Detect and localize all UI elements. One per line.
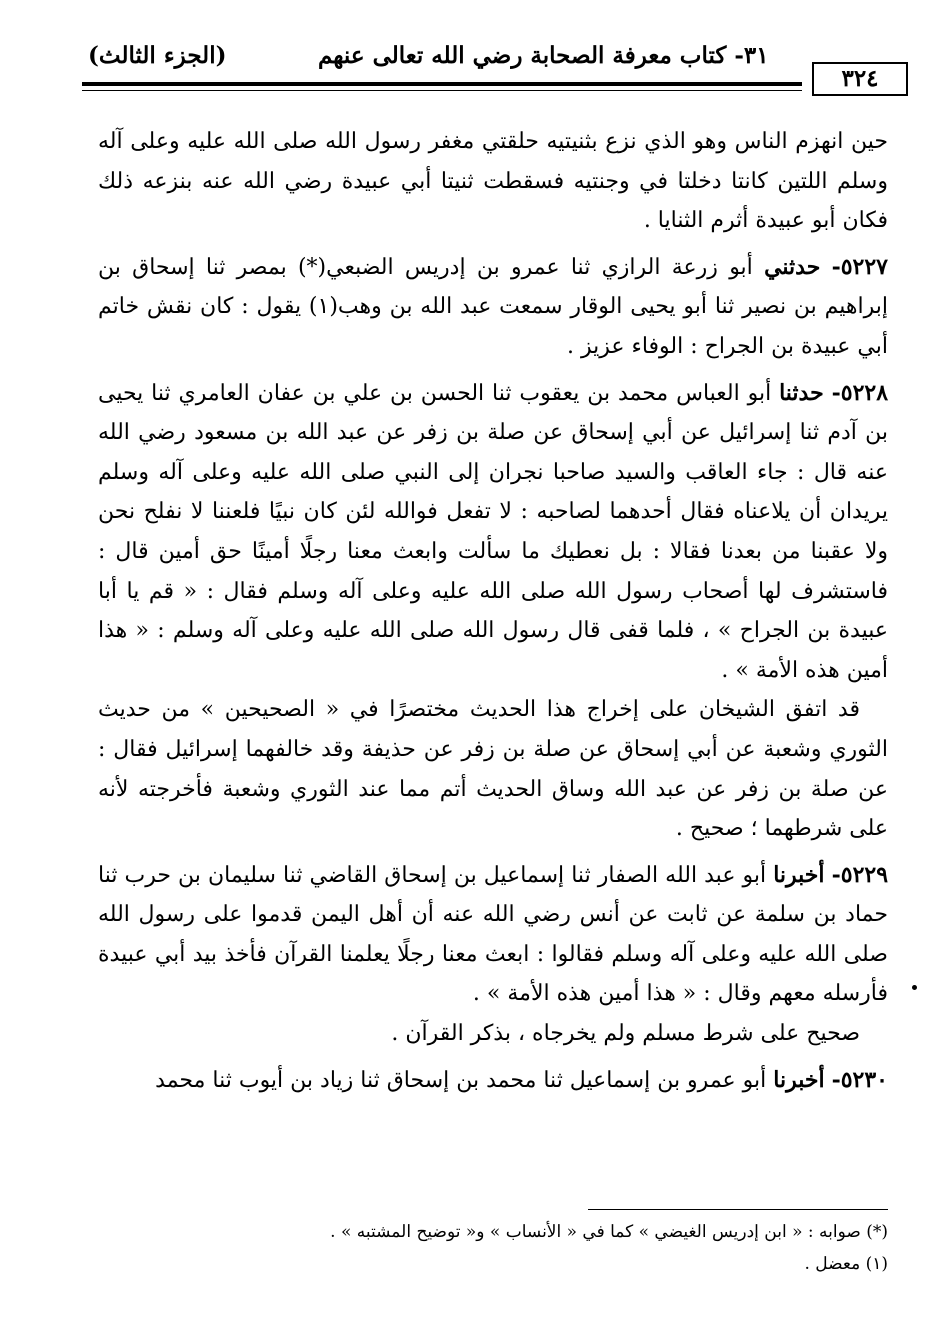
hadith-5227 (98, 248, 888, 367)
hadith-lead-word: حدثنا (779, 379, 824, 406)
footnote-separator (588, 1209, 888, 1210)
hadith-number: ٥٢٣٠- (831, 1066, 888, 1093)
paragraph-text: أبو عبد الله الصفار ثنا إسماعيل بن إسحاق القاضي ثنا سليمان بن حرب ثنا حماد بن سلمة عن ثابت عن أنس رضي الله عنه أن أهل اليمن قدموا على رسول الله صلى الله عليه وعلى آله وسلم فقالوا : ابعث معنا رجلًا يعلمنا القرآن فأخذ بيد أبي عبيدة فأرسله معهم وقال : « هذا أمين هذه الأمة » . (98, 862, 888, 1007)
hadith-number: ٥٢٢٨- (831, 379, 889, 406)
page-number: ٣٢٤ (812, 62, 908, 96)
hadith-5230 (98, 1061, 888, 1101)
header-rule-thin (82, 90, 802, 91)
chapter-title: ٣١- كتاب معرفة الصحابة رضي الله تعالى عنهم (318, 42, 769, 69)
hadith-5228 (98, 374, 888, 691)
paragraph-text: صحيح على شرط مسلم ولم يخرجاه ، بذكر القرآن . (391, 1021, 860, 1047)
hadith-lead-word: أخبرنا (773, 1066, 825, 1093)
hadith-lead-word: حدثني (764, 253, 821, 280)
paragraph-text: أبو عمرو بن إسماعيل ثنا محمد بن إسحاق ثنا زياد بن أيوب ثنا محمد (155, 1067, 767, 1093)
part-label: (الجزء الثالث) (88, 42, 227, 69)
running-header (82, 38, 908, 94)
grading-note (98, 1014, 888, 1054)
hadith-lead-word: أخبرنا (773, 861, 825, 888)
hadith-number: ٥٢٢٩- (831, 861, 889, 888)
paragraph-text: أبو العباس محمد بن يعقوب ثنا الحسن بن علي بن عفان العامري ثنا يحيى بن آدم ثنا إسرائيل عن أبي إسحاق عن صلة بن زفر عن عبد الله بن مسعود رضي الله عنه قال : جاء العاقب والسيد صاحبا نجران إلى النبي صلى الله عليه وعلى آله وسلم يريدان أن يلاعناه فقال أحدهما لصاحبه : لا تفعل فوالله لئن كان نبيًا فلعننا لا نفلح نحن ولا عقبنا من بعدنا فقالا : بل نعطيك ما سألت وابعث معنا رجلًا أمينًا حق أمين قال : فاستشرف لها أصحاب رسول الله صلى الله عليه وعلى آله وسلم فقال : « قم يا أبا عبيدة بن الجراح » ، فلما قفى قال رسول الله صلى الله عليه وعلى آله وسلم : « هذا أمين هذه الأمة » . (98, 380, 888, 683)
commentary-paragraph (98, 690, 888, 848)
paragraph-text: قد اتفق الشيخان على إخراج هذا الحديث مختصرًا في « الصحيحين » من حديث الثوري وشعبة عن أبي إسحاق عن صلة بن زفر عن حذيفة وقد خالفهما إسرائيل فقال : عن صلة بن زفر عن عبد الله وساق الحديث أتم مما عند الثوري وشعبة فأخرجته لأنه على شرطهما ؛ صحيح . (98, 697, 888, 842)
paragraph-text: حين انهزم الناس وهو الذي نزع بثنيتيه حلقتي مغفر رسول الله صلى الله عليه وعلى آله وسلم اللتين كانتا دخلتا في وجنتيه فسقطت ثنيتا أبي عبيدة رضي الله عنه بنزعه ذلك فكان أبو عبيدة أثرم الثنايا . (98, 129, 888, 234)
header-rule-thick (82, 82, 802, 86)
footnote-item: (١) معضل . (804, 1254, 888, 1274)
footnote-item: (*) صوابه : « ابن إدريس الغيضي » كما في « الأنساب » و« توضيح المشتبه » . (330, 1222, 888, 1242)
hadith-number: ٥٢٢٧- (831, 253, 888, 280)
main-text (98, 122, 888, 1100)
hadith-5229 (98, 856, 888, 1014)
hadith-continuation (98, 122, 888, 241)
footnotes (98, 1216, 888, 1280)
paragraph-text: أبو زرعة الرازي ثنا عمرو بن إدريس الضبعي(*) بمصر ثنا إسحاق بن إبراهيم بن نصير ثنا أبو يحيى الوقار سمعت عبد الله بن وهب(١) يقول : كان نقش خاتم أبي عبيدة بن الجراح : الوفاء عزيز . (98, 254, 889, 359)
margin-dot (912, 985, 917, 990)
